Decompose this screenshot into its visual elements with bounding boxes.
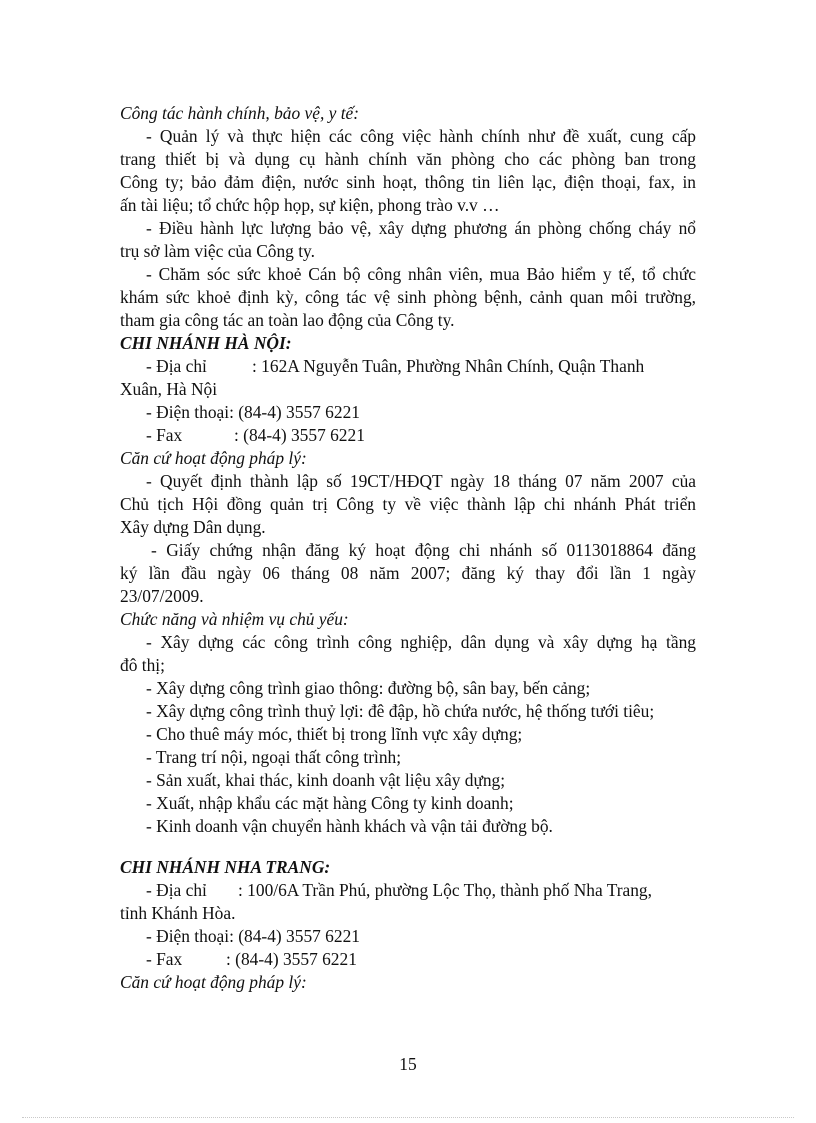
branch-title-hanoi: CHI NHÁNH HÀ NỘI: [120,333,292,353]
fax-label: - Fax [146,425,183,445]
paragraph-line: - Điều hành lực lượng bảo vệ, xây dựng phương án phòng chống cháy nổ [146,218,696,238]
list-item: - Sản xuất, khai thác, kinh doanh vật liệu xây dựng; [146,770,506,790]
fax-line [120,424,696,447]
address-continuation: Xuân, Hà Nội [120,379,218,399]
paragraph-line: trụ sở làm việc của Công ty. [120,241,315,261]
paragraph-line: 23/07/2009. [120,586,204,606]
legal-heading: Căn cứ hoạt động pháp lý: [120,972,307,992]
address-line [120,879,696,902]
legal-heading: Căn cứ hoạt động pháp lý: [120,448,307,468]
fax-value: : (84-4) 3557 6221 [234,425,365,445]
paragraph-line: - Quyết định thành lập số 19CT/HĐQT ngày 18 tháng 07 năm 2007 của [146,471,696,491]
paragraph-line: tham gia công tác an toàn lao động của Công ty. [120,310,455,330]
paragraph-line: ấn tài liệu; tổ chức hộp họp, sự kiện, phong trào v.v … [120,195,500,215]
paragraph-line: Công ty; bảo đảm điện, nước sinh hoạt, thông tin liên lạc, điện thoại, fax, in [120,172,696,192]
address-value: : 162A Nguyễn Tuân, Phường Nhân Chính, Quận Thanh [252,356,645,376]
paragraph-line: - Xây dựng các công trình công nghiệp, dân dụng và xây dựng hạ tầng [146,632,696,652]
paragraph-line: Xây dựng Dân dụng. [120,517,266,537]
phone-line: - Điện thoại: (84-4) 3557 6221 [146,402,360,422]
paragraph-line: - Quản lý và thực hiện các công việc hành chính như đề xuất, cung cấp [146,126,696,146]
list-item: - Kinh doanh vận chuyển hành khách và vận tải đường bộ. [146,816,553,836]
page-number: 15 [399,1054,417,1074]
list-item: - Xây dựng công trình giao thông: đường bộ, sân bay, bến cảng; [146,678,591,698]
fax-value: : (84-4) 3557 6221 [226,949,357,969]
paragraph-line: đô thị; [120,655,165,675]
address-continuation: tỉnh Khánh Hòa. [120,903,236,923]
address-value: : 100/6A Trần Phú, phường Lộc Thọ, thành phố Nha Trang, [238,880,652,900]
paragraph-line: khám sức khoẻ định kỳ, công tác vệ sinh phòng bệnh, cảnh quan môi trường, [120,287,696,307]
paragraph-line: trang thiết bị và dụng cụ hành chính văn phòng cho các phòng ban trong [120,149,696,169]
list-item: - Xuất, nhập khẩu các mặt hàng Công ty kinh doanh; [146,793,514,813]
page-bottom-divider [22,1117,794,1118]
phone-line: - Điện thoại: (84-4) 3557 6221 [146,926,360,946]
list-item: - Xây dựng công trình thuỷ lợi: đê đập, hồ chứa nước, hệ thống tưới tiêu; [146,701,655,721]
address-label: - Địa chỉ [146,356,207,376]
branch-title-nhatrang: CHI NHÁNH NHA TRANG: [120,857,331,877]
list-item: - Trang trí nội, ngoại thất công trình; [146,747,402,767]
paragraph-line: - Giấy chứng nhận đăng ký hoạt động chi nhánh số 0113018864 đăng [151,540,696,560]
address-label: - Địa chỉ [146,880,207,900]
paragraph-line: - Chăm sóc sức khoẻ Cán bộ công nhân viên, mua Bảo hiểm y tế, tổ chức [146,264,696,284]
fax-label: - Fax [146,949,183,969]
fax-line [120,948,696,971]
functions-heading: Chức năng và nhiệm vụ chủ yếu: [120,609,349,629]
paragraph-line: Chủ tịch Hội đồng quản trị Công ty về việc thành lập chi nhánh Phát triển [120,494,696,514]
address-line [120,355,696,378]
paragraph-line: ký lần đầu ngày 06 tháng 08 năm 2007; đăng ký thay đổi lần 1 ngày [120,563,696,583]
section-heading-admin: Công tác hành chính, bảo vệ, y tế: [120,103,360,123]
list-item: - Cho thuê máy móc, thiết bị trong lĩnh vực xây dựng; [146,724,523,744]
